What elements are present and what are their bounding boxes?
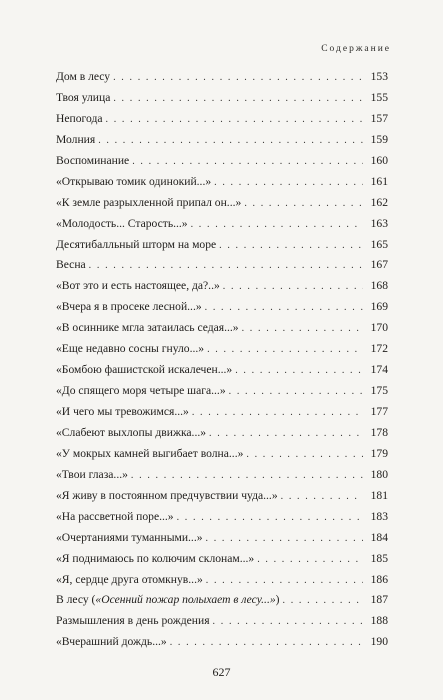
toc-entry <box>56 381 388 402</box>
toc-entry <box>56 130 388 151</box>
toc-entry-title: Весна <box>56 258 86 272</box>
dot-leader <box>132 152 363 173</box>
toc-entry-title: «К земле разрыхленной припал он...» <box>56 195 242 209</box>
toc-entry <box>56 570 388 591</box>
toc-entry-title: «И чего мы тревожимся...» <box>56 405 189 418</box>
toc-entry-title: Воспоминание <box>56 153 130 167</box>
toc-entry-page: 157 <box>370 111 388 125</box>
dot-leader <box>98 131 363 152</box>
toc-entry-title: «До спящего моря четыре шага...» <box>56 384 226 398</box>
toc-entry <box>56 276 388 297</box>
toc-entry-page: 186 <box>370 572 388 586</box>
toc-entry <box>56 611 388 632</box>
toc-entry-title: Десятибалльный шторм на море <box>56 237 217 251</box>
toc-entry-title: «Еще недавно сосны гнуло...» <box>56 342 205 356</box>
toc-entry-title: «Вчерашний дождь...» <box>56 635 167 649</box>
toc-entry-title: «Я, сердце друга отомкнув...» <box>56 572 203 586</box>
toc-entry <box>56 465 388 486</box>
dot-leader <box>257 550 363 571</box>
toc-entry <box>56 318 388 339</box>
toc-entry <box>56 67 388 88</box>
dot-leader <box>229 382 363 403</box>
toc-entry-page: 179 <box>370 446 388 460</box>
dot-leader <box>192 403 363 424</box>
toc-entry-page: 167 <box>370 258 388 272</box>
toc-entry-page: 187 <box>370 593 388 607</box>
toc-entry-title: «Открываю томик одинокий...» <box>56 174 212 188</box>
toc-entry <box>56 109 388 130</box>
toc-entry-page: 181 <box>370 488 388 502</box>
toc-entry-subtitle: «Осенний пожар полыхает в лесу...» <box>95 593 276 607</box>
toc-entry-page: 155 <box>370 90 388 104</box>
toc-entry-page: 153 <box>370 70 388 83</box>
toc-entry-title: Твоя улица <box>56 90 111 104</box>
table-of-contents <box>56 67 388 653</box>
toc-entry-page: 169 <box>370 300 388 314</box>
toc-entry <box>56 255 388 276</box>
dot-leader <box>113 68 363 89</box>
toc-entry-page: 168 <box>370 279 388 293</box>
dot-leader <box>131 466 363 487</box>
toc-entry-title: Размышления в день рождения <box>56 614 210 628</box>
toc-entry-title: «Я поднимаюсь по колючим склонам...» <box>56 551 255 565</box>
toc-entry <box>56 193 388 214</box>
toc-entry-page: 174 <box>370 363 388 377</box>
running-header: Содержание <box>321 44 391 54</box>
dot-leader <box>244 194 363 215</box>
toc-entry <box>56 235 388 256</box>
dot-leader <box>213 612 363 633</box>
toc-entry <box>56 151 388 172</box>
toc-entry-title: «В осиннике мгла затаилась седая...» <box>56 321 239 335</box>
toc-entry-title: В лесу («Осенний пожар полыхает в лесу...») <box>56 593 280 607</box>
page-number: 627 <box>212 665 231 679</box>
toc-entry-page: 185 <box>370 551 388 565</box>
dot-leader <box>223 277 363 298</box>
dot-leader <box>177 508 363 529</box>
toc-entry-page: 184 <box>370 530 388 544</box>
toc-entry-title: «У мокрых камней выгибает волна...» <box>56 446 244 460</box>
toc-entry <box>56 444 388 465</box>
dot-leader <box>206 571 363 592</box>
toc-entry-title: Молния <box>56 132 96 146</box>
toc-entry <box>56 214 388 235</box>
toc-entry <box>56 360 388 381</box>
dot-leader <box>246 445 363 466</box>
toc-entry <box>56 590 388 611</box>
toc-entry-title: «Вот это и есть настоящее, да?..» <box>56 279 220 293</box>
dot-leader <box>191 215 363 236</box>
dot-leader <box>209 424 363 445</box>
dot-leader <box>283 591 363 612</box>
toc-entry-title: Дом в лесу <box>56 70 111 83</box>
toc-entry-title: «Твои глаза...» <box>56 467 128 481</box>
dot-leader <box>214 173 363 194</box>
toc-entry-page: 180 <box>370 467 388 481</box>
toc-entry <box>56 402 388 423</box>
toc-entry-page: 159 <box>370 132 388 146</box>
dot-leader <box>113 89 363 110</box>
toc-entry <box>56 423 388 444</box>
dot-leader <box>235 361 363 382</box>
toc-entry-page: 165 <box>370 237 388 251</box>
toc-entry-title: «Я живу в постоянном предчувствии чуда...» <box>56 488 278 502</box>
toc-entry-page: 178 <box>370 425 388 439</box>
toc-entry <box>56 486 388 507</box>
toc-entry-title: «Молодость... Старость...» <box>56 216 188 230</box>
toc-entry-title: «Бомбою фашистской искалечен...» <box>56 363 233 377</box>
toc-entry-title: «Слабеют выхлопы движка...» <box>56 425 207 439</box>
toc-entry <box>56 528 388 549</box>
toc-entry-title: «Очертаниями туманными...» <box>56 530 203 544</box>
toc-entry-page: 183 <box>370 509 388 523</box>
toc-entry-title: Непогода <box>56 111 103 125</box>
dot-leader <box>207 340 363 361</box>
toc-entry-page: 161 <box>370 174 388 188</box>
toc-entry-title: «Вчера я в просеке лесной...» <box>56 300 202 314</box>
toc-entry <box>56 297 388 318</box>
toc-entry <box>56 507 388 528</box>
toc-entry-page: 188 <box>370 614 388 628</box>
toc-entry <box>56 632 388 653</box>
dot-leader <box>206 529 363 550</box>
dot-leader <box>205 298 363 319</box>
toc-entry <box>56 549 388 570</box>
toc-entry-page: 163 <box>370 216 388 230</box>
toc-entry-page: 160 <box>370 153 388 167</box>
dot-leader <box>106 110 364 131</box>
toc-entry-page: 172 <box>370 342 388 356</box>
toc-entry-title: «На рассветной поре...» <box>56 509 174 523</box>
toc-entry-page: 177 <box>370 405 388 418</box>
toc-entry-page: 162 <box>370 195 388 209</box>
dot-leader <box>219 236 363 257</box>
dot-leader <box>242 319 363 340</box>
toc-entry <box>56 339 388 360</box>
toc-entry-page: 190 <box>370 635 388 649</box>
dot-leader <box>170 633 363 654</box>
toc-entry <box>56 172 388 193</box>
dot-leader <box>89 256 363 277</box>
toc-entry <box>56 88 388 109</box>
toc-entry-page: 170 <box>370 321 388 335</box>
toc-entry-page: 175 <box>370 384 388 398</box>
dot-leader <box>281 487 363 508</box>
